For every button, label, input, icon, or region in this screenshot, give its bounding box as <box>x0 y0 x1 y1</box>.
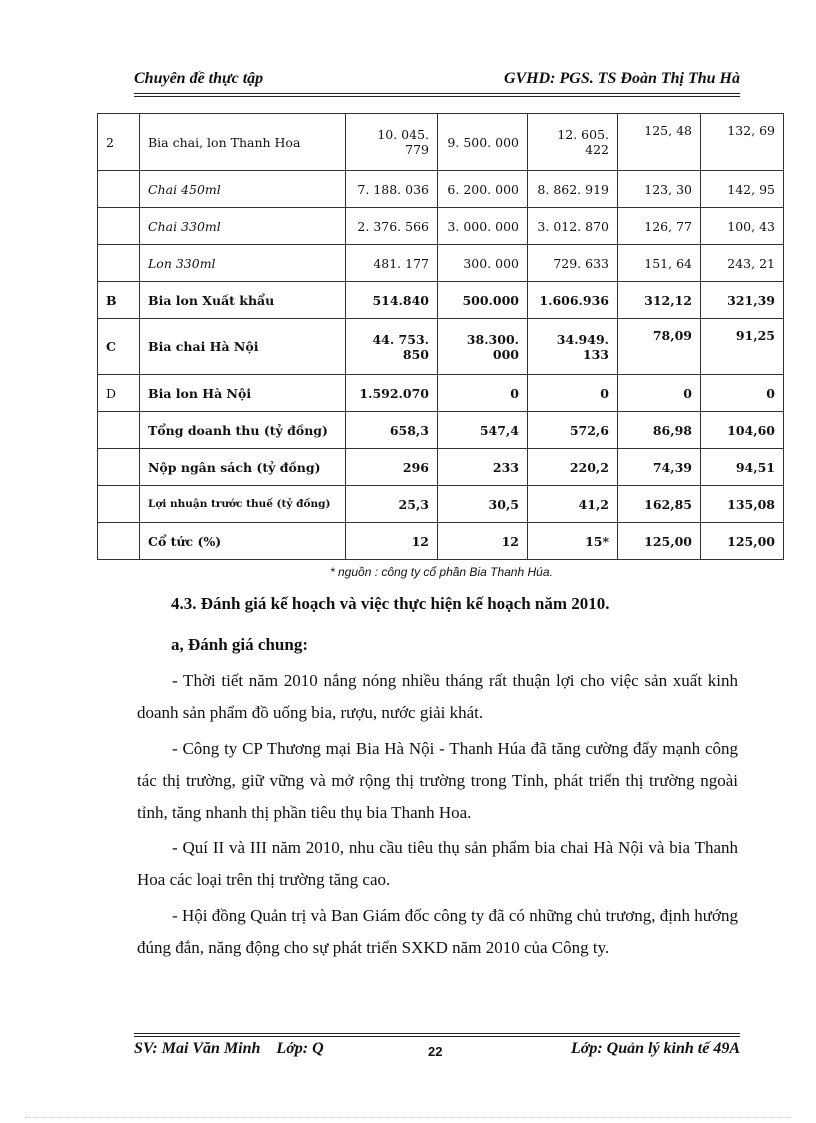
cell-value: 481. 177 <box>346 245 438 282</box>
cell-value <box>346 319 438 375</box>
cell-no: 2 <box>98 114 140 171</box>
cell-value: 233 <box>438 449 528 486</box>
cell-value: 94,51 <box>701 449 784 486</box>
cell-value: 86,98 <box>618 412 701 449</box>
cell-name: Chai 450ml <box>140 171 346 208</box>
footer-rule <box>134 1033 740 1034</box>
cell-value: 500.000 <box>438 282 528 319</box>
table-row <box>98 449 784 486</box>
table-row <box>98 245 784 282</box>
cell-value: 514.840 <box>346 282 438 319</box>
cell-value: 91,25 <box>701 319 784 375</box>
source-note: * nguồn : công ty cổ phần Bia Thanh Húa. <box>330 565 553 579</box>
cell-value: 658,3 <box>346 412 438 449</box>
cell-value: 142, 95 <box>701 171 784 208</box>
cell-no <box>98 171 140 208</box>
footer-rule <box>134 1036 740 1037</box>
cell-value: 243, 21 <box>701 245 784 282</box>
paragraph: - Hội đồng Quản trị và Ban Giám đốc công ty đã có những chủ trương, định hướng đúng đắn, năng động cho sự phát triển SXKD năm 2010 của Công ty. <box>137 906 738 957</box>
cell-value: 12 <box>438 523 528 560</box>
page-header <box>134 70 740 94</box>
cell-value: 8. 862. 919 <box>528 171 618 208</box>
cell-name: Nộp ngân sách (tỷ đồng) <box>140 449 346 486</box>
table-row <box>98 412 784 449</box>
cell-no <box>98 245 140 282</box>
cell-value: 547,4 <box>438 412 528 449</box>
table-row <box>98 523 784 560</box>
footer-right: Lớp: Quản lý kinh tế 49A <box>570 1040 740 1057</box>
cell-value: 125,00 <box>701 523 784 560</box>
header-left: Chuyên đề thực tập <box>134 70 264 87</box>
cell-value: 126, 77 <box>618 208 701 245</box>
table-row <box>98 171 784 208</box>
cell-name: Bia lon Hà Nội <box>140 375 346 412</box>
table-row <box>98 114 784 171</box>
page-number: 22 <box>428 1044 443 1059</box>
cell-value: 162,85 <box>618 486 701 523</box>
table-row <box>98 486 784 523</box>
table-row <box>98 319 784 375</box>
table-row <box>98 208 784 245</box>
cell-value: 1.606.936 <box>528 282 618 319</box>
cell-name: Bia chai Hà Nội <box>140 319 346 375</box>
table-row <box>98 375 784 412</box>
cell-value: 12 <box>346 523 438 560</box>
header-rule <box>134 96 740 97</box>
cell-no <box>98 449 140 486</box>
table-row <box>98 282 784 319</box>
page-footer <box>134 1040 740 1062</box>
cell-value: 3. 012. 870 <box>528 208 618 245</box>
cell-value: 2. 376. 566 <box>346 208 438 245</box>
paragraph: - Công ty CP Thương mại Bia Hà Nội - Thanh Húa đã tăng cường đẩy mạnh công tác thị trường, giữ vững và mở rộng thị trường trong Tỉnh, phát triển thị trường ngoài tỉnh, tăng nhanh thị phần tiêu thụ bia Thanh Hoa. <box>137 739 738 822</box>
cell-value: 312,12 <box>618 282 701 319</box>
cell-value: 321,39 <box>701 282 784 319</box>
cell-value-line: 34.949. 133 <box>556 331 609 362</box>
cell-value: 104,60 <box>701 412 784 449</box>
cell-value: 296 <box>346 449 438 486</box>
cell-name: Chai 330ml <box>140 208 346 245</box>
paragraph: - Quí II và III năm 2010, nhu cầu tiêu thụ sản phẩm bia chai Hà Nội và bia Thanh Hoa các loại trên thị trường tăng cao. <box>137 838 738 889</box>
cell-value: 41,2 <box>528 486 618 523</box>
cell-value: 123, 30 <box>618 171 701 208</box>
cell-no: C <box>98 319 140 375</box>
cell-value-line: 44. 753. 850 <box>372 331 429 362</box>
cell-name: Lợi nhuận trước thuế (tỷ đồng) <box>140 486 346 523</box>
data-table <box>97 113 784 560</box>
cell-value <box>438 319 528 375</box>
cell-value: 9. 500. 000 <box>438 114 528 171</box>
cell-value <box>528 319 618 375</box>
cell-value: 74,39 <box>618 449 701 486</box>
cell-value: 30,5 <box>438 486 528 523</box>
cell-no <box>98 412 140 449</box>
cell-value-line: 12. 605. 422 <box>557 127 609 157</box>
cell-value: 0 <box>438 375 528 412</box>
cell-value: 220,2 <box>528 449 618 486</box>
cell-value: 132, 69 <box>701 114 784 171</box>
cell-value: 125,00 <box>618 523 701 560</box>
cell-value: 125, 48 <box>618 114 701 171</box>
paragraph: - Thời tiết năm 2010 nắng nóng nhiều tháng rất thuận lợi cho việc sản xuất kinh doanh sản phẩm đồ uống bia, rượu, nước giải khát. <box>137 671 738 722</box>
cell-name: Bia lon Xuất khẩu <box>140 282 346 319</box>
footer-left: SV: Mai Văn Minh Lớp: Q <box>134 1040 324 1057</box>
header-rule <box>134 93 740 94</box>
cell-value-line: 38.300. 000 <box>466 331 519 362</box>
cell-value: 78,09 <box>618 319 701 375</box>
cell-value: 729. 633 <box>528 245 618 282</box>
cell-no: D <box>98 375 140 412</box>
cell-name: Lon 330ml <box>140 245 346 282</box>
cell-value: 3. 000. 000 <box>438 208 528 245</box>
cell-value: 135,08 <box>701 486 784 523</box>
cell-value <box>346 114 438 171</box>
cell-value <box>528 114 618 171</box>
cell-value: 100, 43 <box>701 208 784 245</box>
cell-value: 0 <box>618 375 701 412</box>
cell-value: 1.592.070 <box>346 375 438 412</box>
cell-value: 300. 000 <box>438 245 528 282</box>
cell-value: 572,6 <box>528 412 618 449</box>
cell-value: 7. 188. 036 <box>346 171 438 208</box>
subsection-title: a, Đánh giá chung: <box>171 635 308 654</box>
cell-value: 0 <box>528 375 618 412</box>
cell-value-line: 10. 045. 779 <box>377 127 429 157</box>
section-title: 4.3. Đánh giá kế hoạch và việc thực hiện kế hoạch năm 2010. <box>171 594 610 613</box>
cell-value: 0 <box>701 375 784 412</box>
cell-no <box>98 486 140 523</box>
cell-value: 6. 200. 000 <box>438 171 528 208</box>
cell-no: B <box>98 282 140 319</box>
cell-value: 15* <box>528 523 618 560</box>
cell-name: Cổ tức (%) <box>140 523 346 560</box>
cell-no <box>98 208 140 245</box>
cell-value: 25,3 <box>346 486 438 523</box>
header-right: GVHD: PGS. TS Đoàn Thị Thu Hà <box>503 70 740 87</box>
cell-no <box>98 523 140 560</box>
cell-value: 151, 64 <box>618 245 701 282</box>
page-edge <box>25 1117 791 1118</box>
cell-name: Tổng doanh thu (tỷ đồng) <box>140 412 346 449</box>
cell-name: Bia chai, lon Thanh Hoa <box>140 114 346 171</box>
